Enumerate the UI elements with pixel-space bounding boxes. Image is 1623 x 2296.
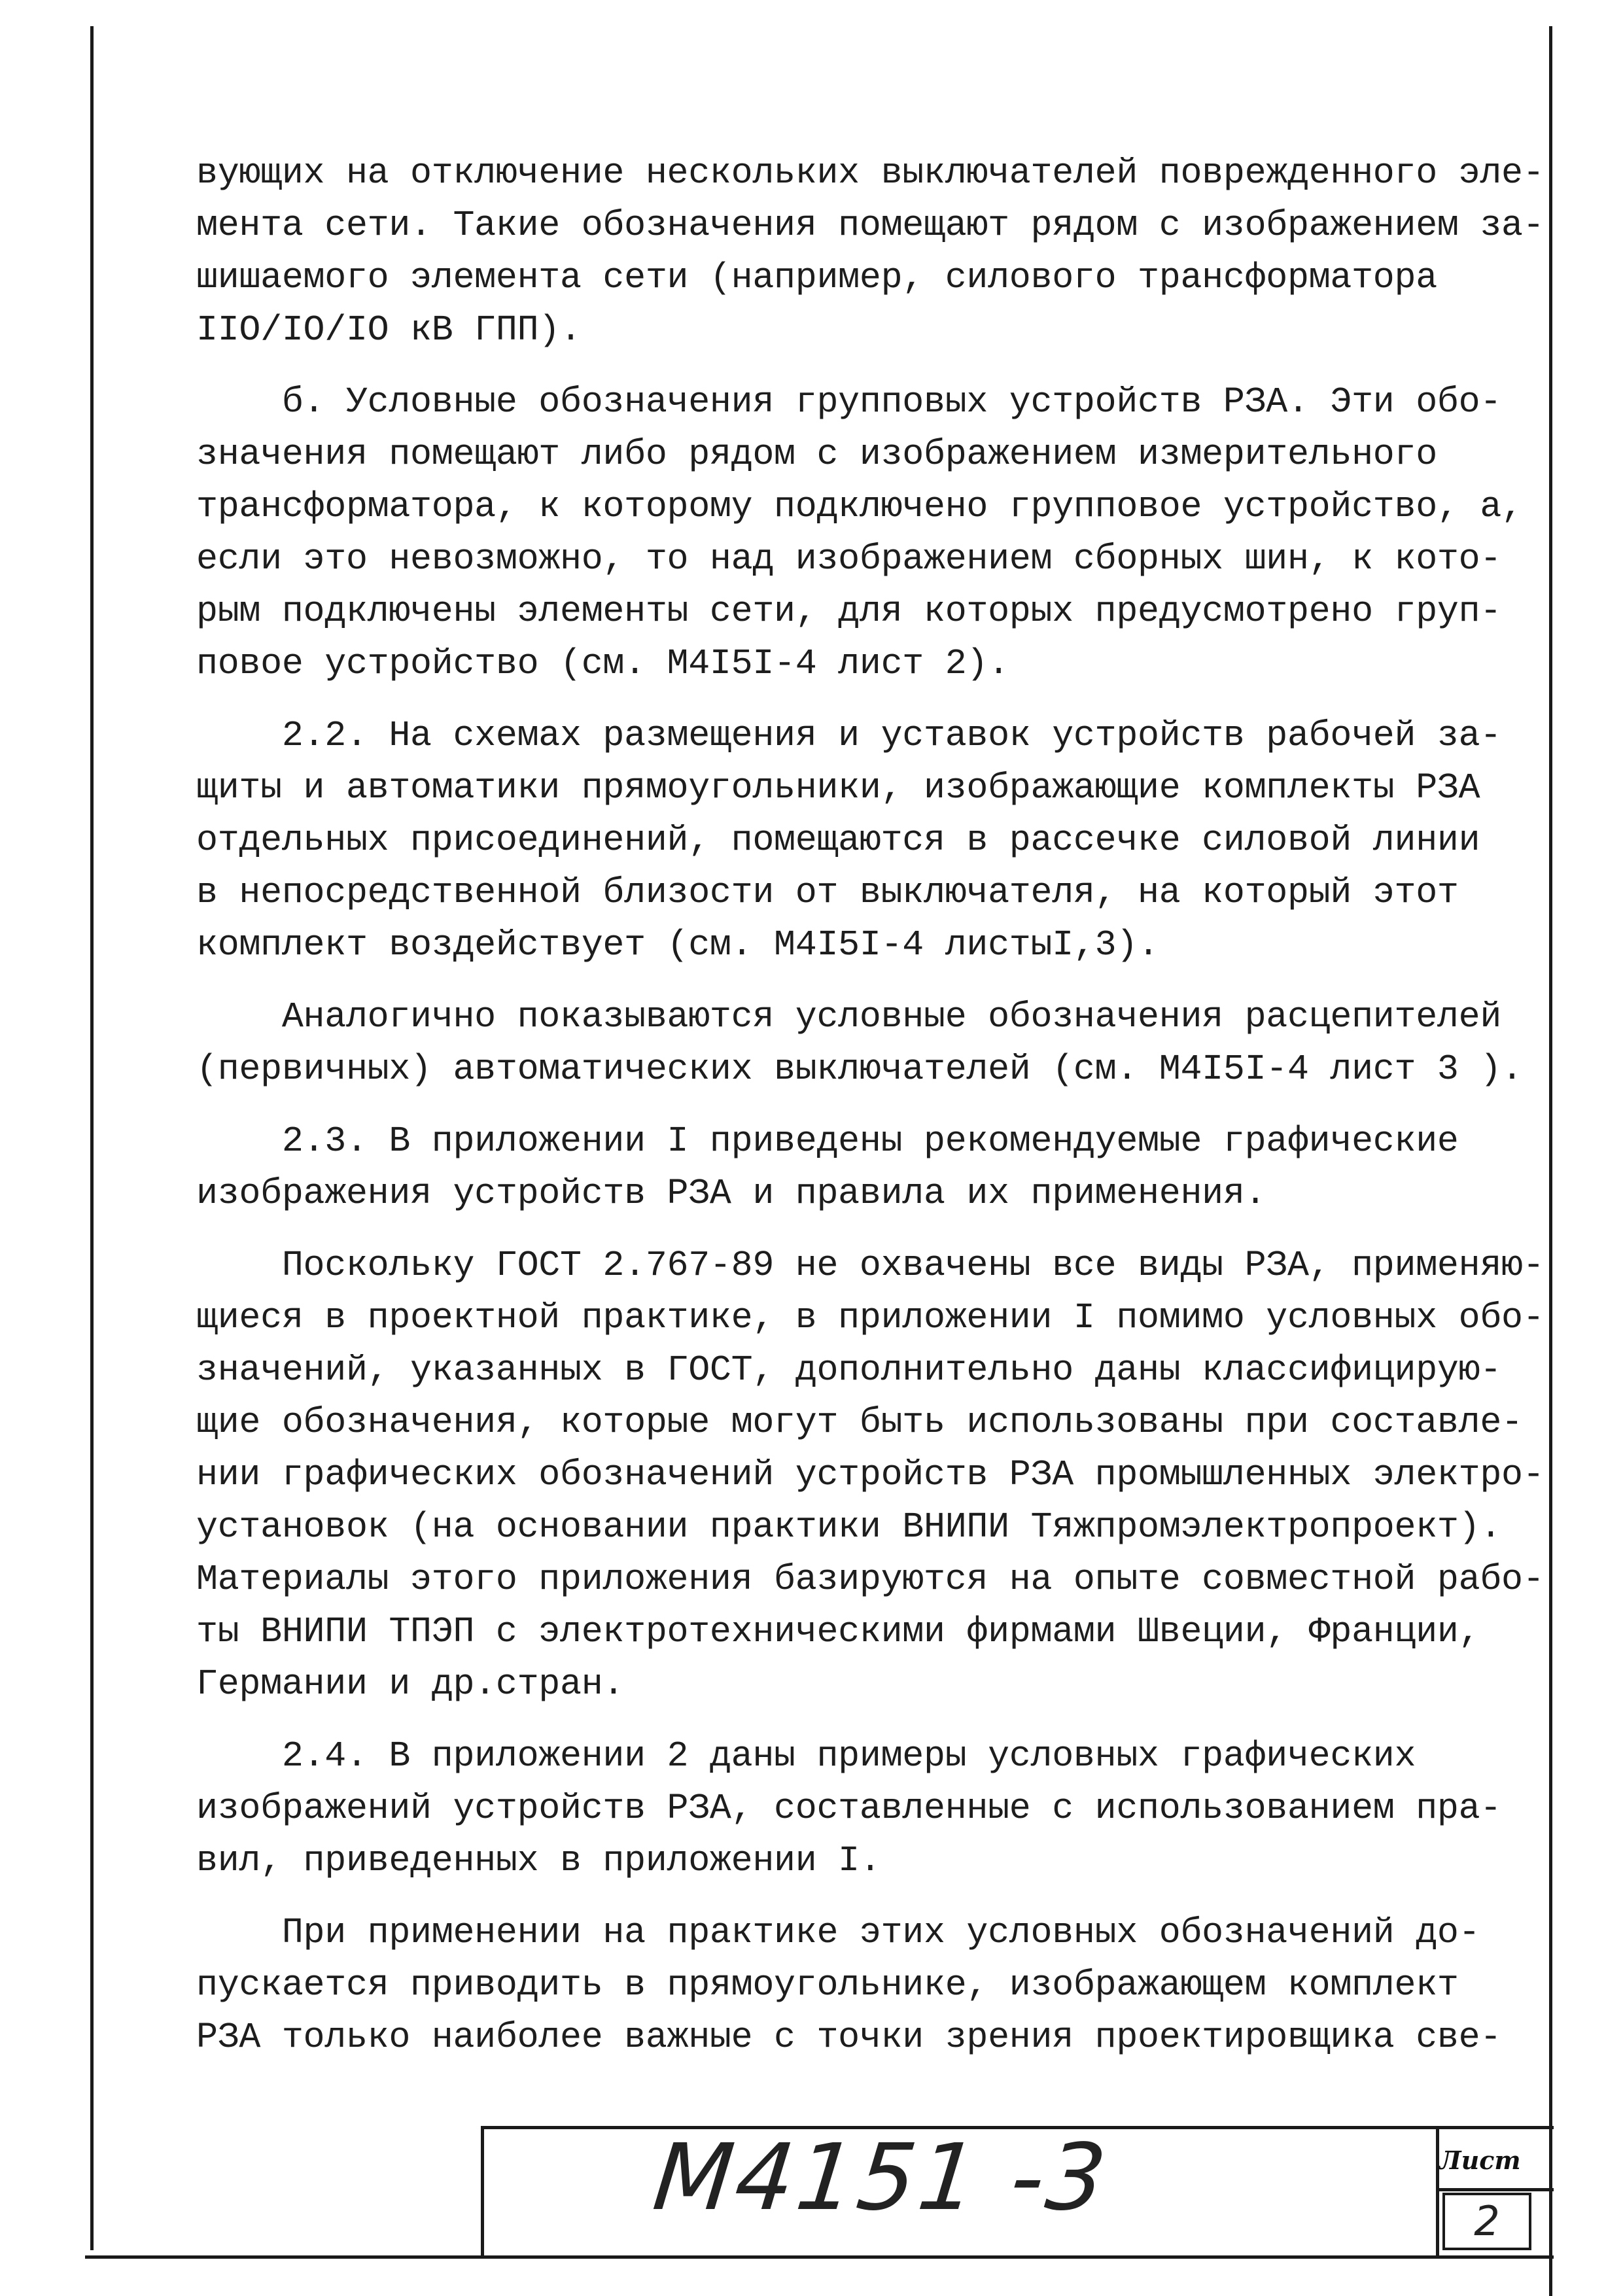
text-line: Германии и др.стран. [196, 1663, 625, 1705]
paragraph-gap [196, 971, 1544, 991]
text-line: щиты и автоматики прямоугольники, изображающие комплекты РЗА [196, 767, 1480, 809]
text-line: При применении на практике этих условных обозначений до- [196, 1912, 1480, 1953]
paragraph-gap [196, 1887, 1544, 1907]
text-line: IIO/IO/IO кВ ГПП). [196, 309, 582, 351]
text-line: комплект воздействует (см. М4I5I-4 листыI,3). [196, 924, 1159, 965]
text-line: в непосредственной близости от выключателя, на который этот [196, 872, 1459, 913]
frame-bottom-line [85, 2255, 1554, 2259]
text-line: значений, указанных в ГОСТ, дополнительно даны классифицирую- [196, 1349, 1502, 1391]
paragraph [196, 376, 1544, 690]
text-line: нии графических обозначений устройств РЗА промышленных электро- [196, 1454, 1544, 1495]
text-line: значения помещают либо рядом с изображением измерительного [196, 434, 1437, 475]
paragraph [196, 710, 1544, 971]
text-line: изображений устройств РЗА, составленные с использованием пра- [196, 1788, 1502, 1829]
paragraph-gap [196, 690, 1544, 710]
text-line: отдельных присоединений, помещаются в рассечке силовой линии [196, 820, 1480, 861]
text-line: изображения устройств РЗА и правила их применения. [196, 1173, 1266, 1214]
text-line: если это невозможно, то над изображением сборных шин, к кото- [196, 538, 1502, 580]
text-line: трансформатора, к которому подключено групповое устройство, а, [196, 486, 1523, 527]
paragraph [196, 991, 1544, 1096]
text-line: шишаемого элемента сети (например, силового трансформатора [196, 257, 1437, 298]
paragraph [196, 1115, 1544, 1220]
title-block-left-line [481, 2126, 484, 2257]
text-line: вующих на отключение нескольких выключателей поврежденного эле- [196, 152, 1544, 194]
paragraph-gap [196, 357, 1544, 376]
sheet-number: 2 [1474, 2197, 1500, 2245]
frame-right-line [1549, 26, 1552, 2296]
text-line: б. Условные обозначения групповых устройств РЗА. Эти обо- [196, 381, 1502, 423]
text-line: (первичных) автоматических выключателей (см. М4I5I-4 лист 3 ). [196, 1049, 1523, 1090]
text-line: мента сети. Такие обозначения помещают рядом с изображением за- [196, 205, 1544, 246]
text-line: вил, приведенных в приложении I. [196, 1840, 881, 1881]
paragraph-gap [196, 1711, 1544, 1730]
text-line: 2.2. На схемах размещения и уставок устройств рабочей за- [196, 715, 1502, 756]
document-body [196, 147, 1544, 2064]
text-line: пускается приводить в прямоугольнике, изображающем комплект [196, 1964, 1459, 2006]
paragraph [196, 1730, 1544, 1887]
paragraph [196, 1240, 1544, 1711]
text-line: повое устройство (см. М4I5I-4 лист 2). [196, 643, 1009, 684]
frame-left-line [90, 26, 94, 2250]
text-line: РЗА только наиболее важные с точки зрения проектировщика све- [196, 2017, 1502, 2058]
paragraph-gap [196, 1220, 1544, 1240]
sheet-label: Лист [1439, 2146, 1521, 2175]
text-line: Материалы этого приложения базируются на опыте совместной рабо- [196, 1559, 1544, 1600]
text-line: щиеся в проектной практике, в приложении I помимо условных обо- [196, 1297, 1544, 1338]
text-line: 2.4. В приложении 2 даны примеры условных графических [196, 1735, 1416, 1777]
text-line: рым подключены элементы сети, для которых предусмотрено груп- [196, 591, 1502, 632]
text-line: щие обозначения, которые могут быть использованы при составле- [196, 1402, 1523, 1443]
paragraph [196, 147, 1544, 357]
paragraph [196, 1907, 1544, 2064]
text-line: 2.3. В приложении I приведены рекомендуемые графические [196, 1121, 1459, 1162]
text-line: Поскольку ГОСТ 2.767-89 не охвачены все виды РЗА, применяю- [196, 1245, 1544, 1286]
paragraph-gap [196, 1096, 1544, 1115]
text-line: Аналогично показываются условные обозначения расцепителей [196, 996, 1502, 1037]
document-number: M4151 -3 [648, 2125, 1113, 2231]
text-line: установок (на основании практики ВНИПИ Тяжпромэлектропроект). [196, 1506, 1502, 1548]
text-line: ты ВНИПИ ТПЭП с электротехническими фирмами Швеции, Франции, [196, 1611, 1480, 1652]
title-block-sheet-underline [1436, 2188, 1554, 2191]
